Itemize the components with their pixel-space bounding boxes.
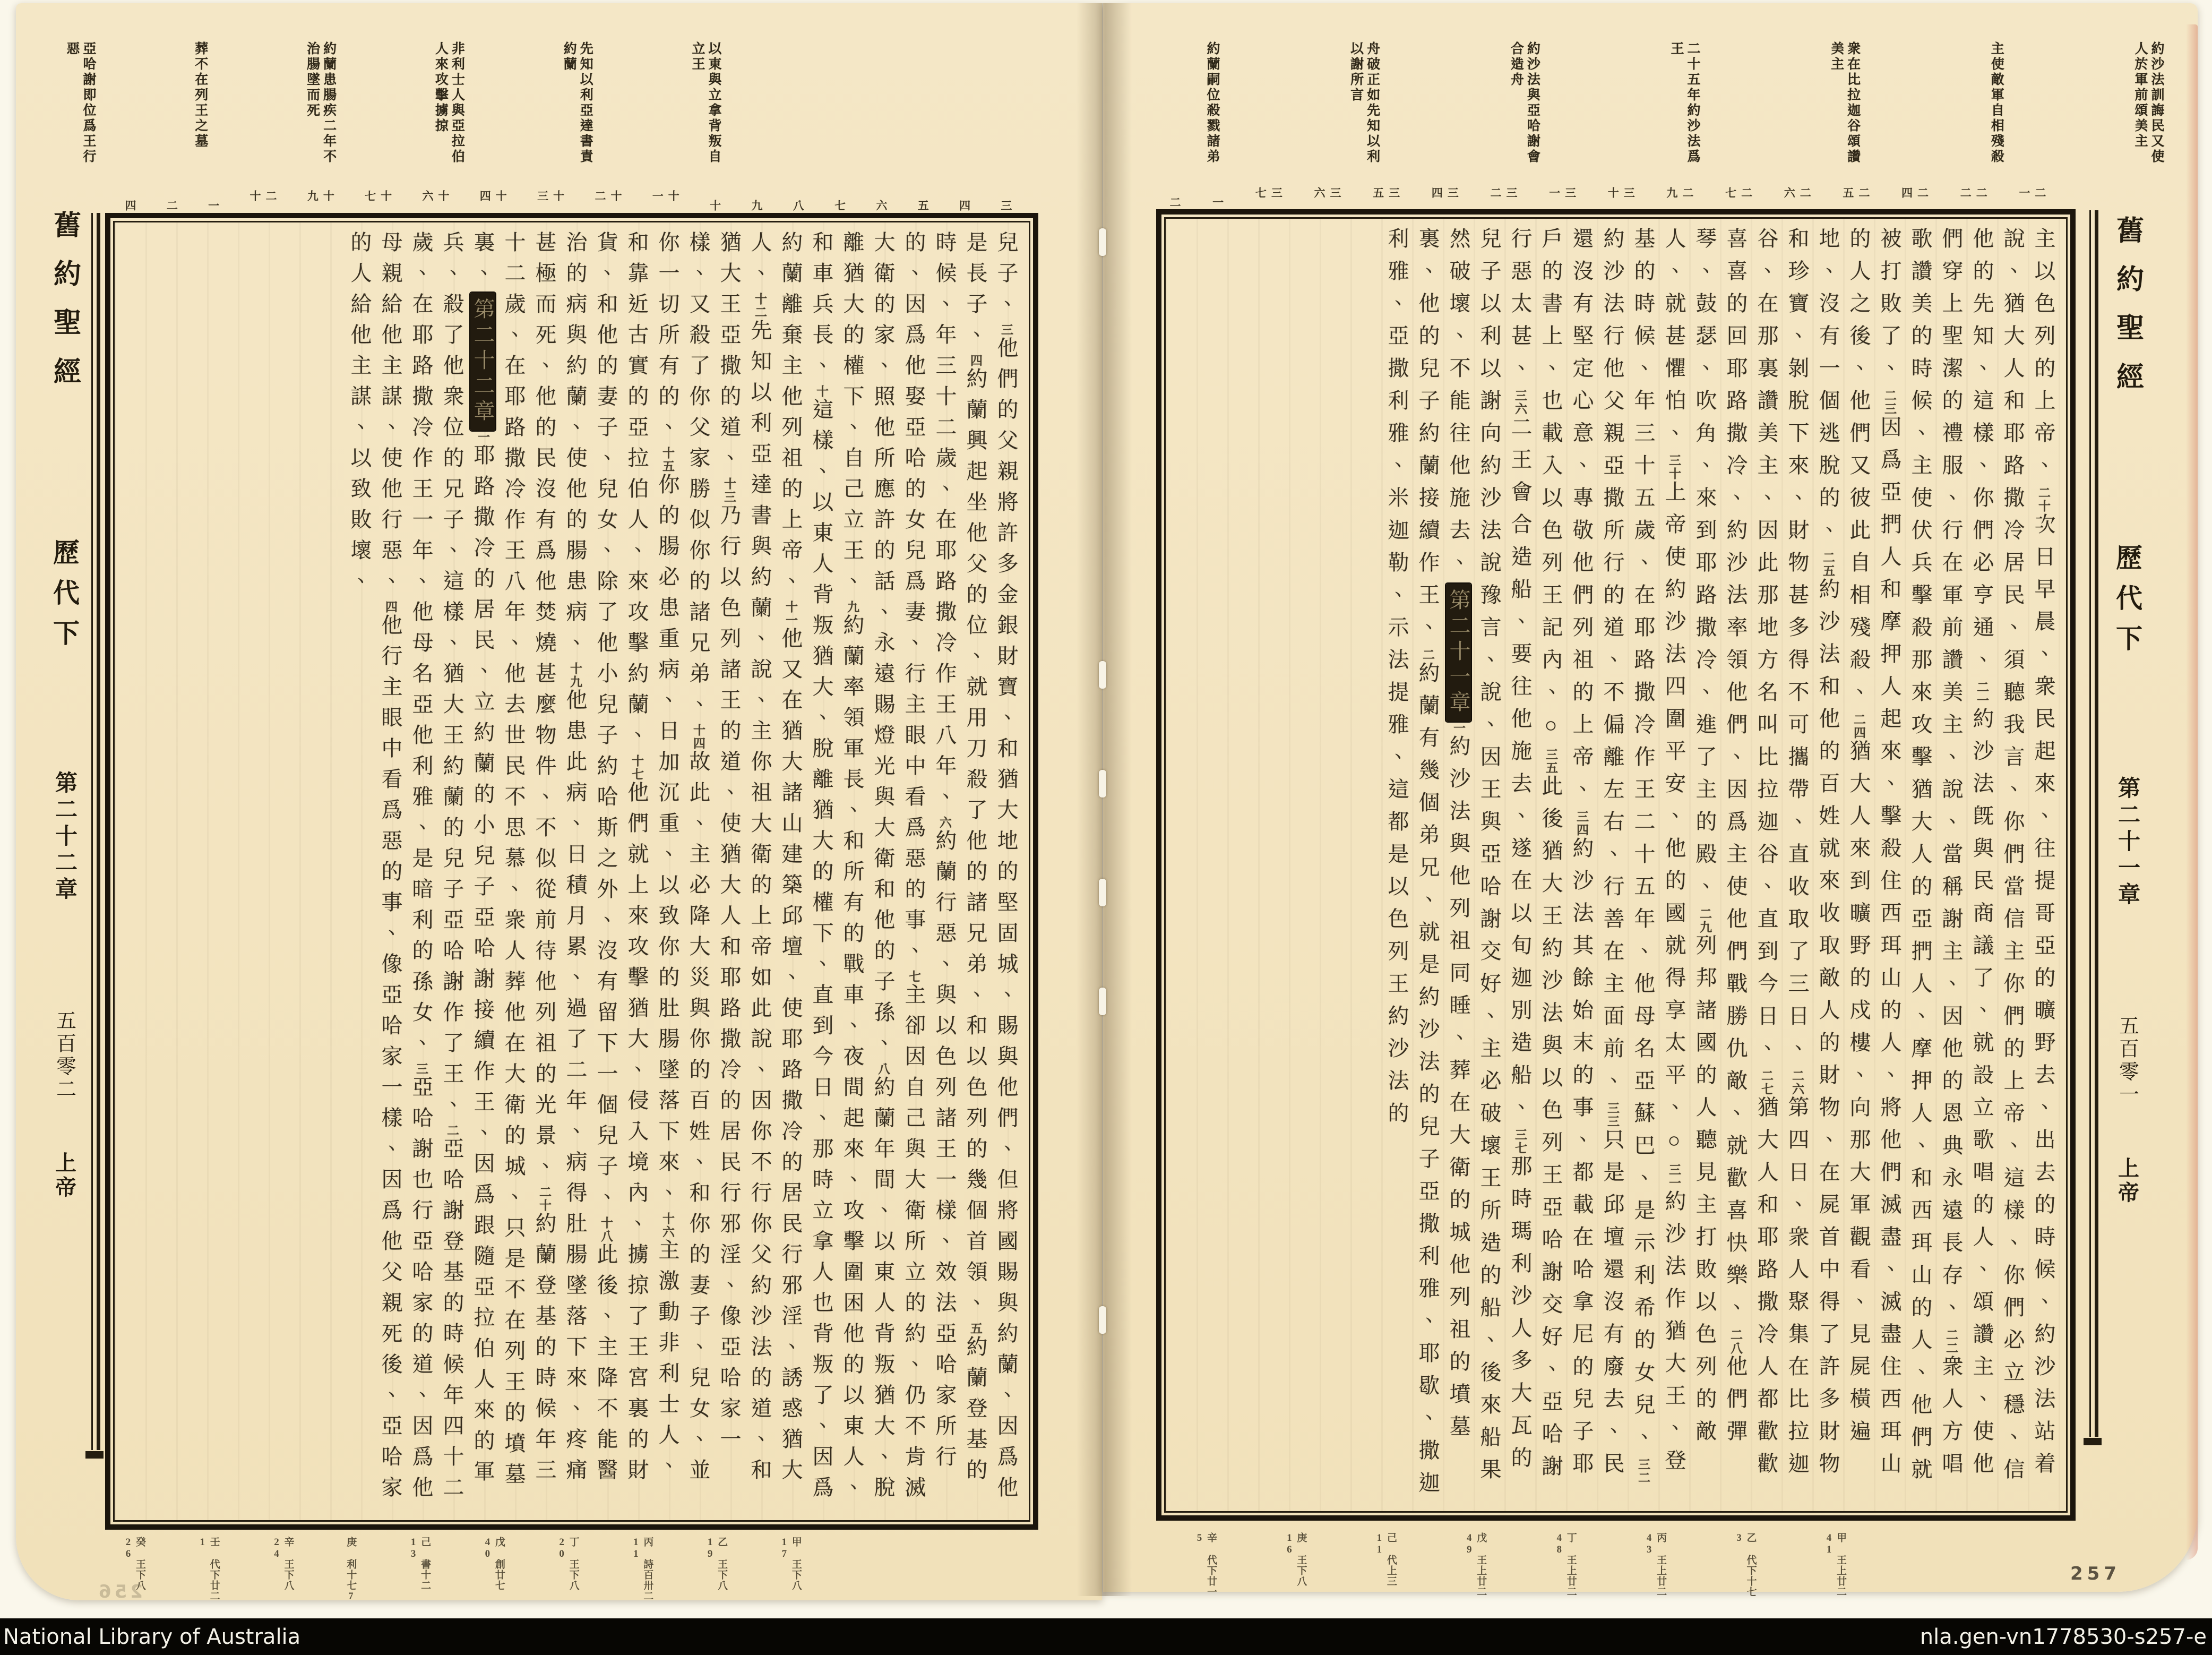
text-run: 主激動非利士人、和靠近古實的亞拉伯人、來攻擊約蘭、	[625, 231, 679, 1485]
text-run: 約蘭患腸疾二年不治腸墜而死	[305, 41, 336, 165]
verse-number: 二三	[1883, 389, 1896, 416]
verse-number: 二五	[1821, 551, 1835, 578]
stitch-mark	[1099, 770, 1106, 798]
text-run: 十三	[536, 190, 565, 202]
text-run: 甲 王上廿二41	[1823, 1532, 1846, 1597]
stitch-mark	[1099, 1306, 1106, 1334]
folio-number: 五百零二	[53, 1010, 75, 1101]
text-run: 猶大人和耶路撒冷人都歡歡喜喜的回耶路撒冷、約沙法率領他們、因爲主使他們戰勝仇敵、就歡喜快樂、	[1724, 227, 1778, 1485]
text-run: 衆人方唱歌讚美的時候、主使伏兵擊殺那來攻擊猶大人的亞捫人、摩押人、和西珥山的人、他們就被打敗了、	[1878, 227, 1963, 1490]
text-run: 十二	[593, 190, 622, 202]
text-run: 亞哈謝登基的時候年四十二歲、在耶路撒冷作王一年、他母名亞他利雅、是暗利的孫女、	[409, 231, 464, 1507]
stitch-mark	[1099, 661, 1106, 689]
text-run: 己 代上三11	[1373, 1532, 1397, 1587]
verse-number: 二	[1421, 648, 1434, 662]
library-name: National Library of Australia	[3, 1624, 301, 1649]
text-run: 主卻因自己與大衛所立的約、仍不肯滅大衛的家、照他所應許的話、永遠賜燈光與大衛和他的子孫、	[871, 231, 926, 1507]
verse-number: 十八	[599, 1216, 613, 1243]
text-run: 乙 王下八19	[704, 1537, 728, 1591]
text-run: 只是邱壇還沒有廢去、民還沒有堅定心意、專敬他們列祖的上帝、	[1570, 227, 1624, 1485]
text-run: 主以色列的上帝、	[2032, 227, 2055, 486]
text-run: 十一	[651, 190, 680, 202]
text-run: 你的腸必患重病、日加沉重、以致你的肚腸墜落下來、	[656, 473, 679, 1212]
text-run: 約蘭率領軍長、和所有的戰車、夜間起來、攻擊圍困他的以東人、和車兵長、	[810, 231, 864, 1507]
left-page	[16, 3, 1102, 1600]
verse-number: 四	[969, 354, 982, 367]
text-run: 他又在猶大諸山建築邱壇、使耶路撒冷的居民行邪淫、誘惑猶大人、	[748, 231, 803, 1489]
text-run: 十九	[306, 190, 335, 202]
text-run: 約沙法旣與民商議了、就設立歌唱的人、頌讚主、使他們穿上聖潔的禮服、行在軍前讚美主、說、當稱謝主、因他的恩典永遠長存、	[1939, 227, 1994, 1485]
text-run: 二王會合造船、要往他施去、遂在以旬迦別造船、	[1508, 416, 1532, 1128]
verse-number: 二一	[1975, 681, 1989, 707]
text-run: 第四日、衆人聚集在比拉迦谷、在那裏讚美主、因此那地方名叫比拉迦谷、直到今日、	[1754, 227, 1809, 1485]
right-page-top-summary-notes	[1204, 41, 2165, 174]
text-run: 戊 王上廿二49	[1464, 1532, 1487, 1597]
text-run: 二五	[1841, 187, 1870, 199]
text-run: 此後猶大王約沙法與以色列王亞哈謝交好、亞哈謝行惡太甚、	[1508, 227, 1563, 1487]
text-run: 二十五年約沙法爲王	[1668, 41, 1700, 165]
verse-number: 六	[938, 816, 951, 829]
text-run: 猶大人來到曠野的戍樓、向那大軍觀看、見屍橫遍地、沒有一個逃脫的、	[1816, 227, 1871, 1452]
text-run: 他患此病、日積月累、過了二年、病得肚腸墜落下來、疼痛甚極而死、他的民沒有爲他焚燒甚麼物件、不似從前待他列祖的光景、	[532, 231, 587, 1489]
scan-footer-bar	[0, 1618, 2212, 1655]
verse-number: 十四	[692, 724, 705, 750]
left-page-body-text	[122, 231, 1021, 1513]
text-run: 耶路撒冷的居民、立約蘭的小兒子亞哈謝接續作王、因爲跟隨亞拉伯人來的軍兵、殺了他衆位的兄子、這樣、猶大王約蘭的兒子亞哈謝作了王、	[440, 231, 495, 1491]
verse-number: 十九	[569, 662, 582, 689]
text-run: 他們彈琴、鼓瑟、吹角、來到耶路撒冷、進了主的殿、	[1693, 227, 1748, 1452]
verse-number: 三	[415, 1062, 428, 1076]
verse-number: 九	[846, 601, 859, 614]
text-run: 約蘭登基的時候、年三十二歲、在耶路撒冷作王八年、	[933, 231, 987, 1489]
text-run: 庚 利十七7	[345, 1537, 357, 1602]
text-run: 次日早晨、衆民起來、往提哥亞的曠野去、出去的時候、約沙法站着說、猶大人和耶路撒冷居民、須聽我言、你們當信主你們的上帝、這樣、你們必立穩、信他的先知、這樣、你們必亨通、	[1970, 227, 2055, 1490]
text-run: 二七	[1724, 187, 1753, 199]
text-run: 二九	[1665, 187, 1694, 199]
text-run: 主使敵軍自相殘殺	[1989, 41, 2004, 165]
text-run: 三七	[1254, 187, 1283, 199]
text-run: 辛 代下廿一5	[1194, 1532, 1217, 1597]
verse-number: 一	[1452, 722, 1465, 735]
book-name: 歷代下	[49, 538, 79, 659]
verse-number: 二八	[1729, 1328, 1742, 1355]
verse-number: 三六	[1513, 389, 1527, 416]
text-run: 辛 王下八24	[271, 1537, 294, 1591]
text-run: 先知以利亞達書與約蘭、說、主你祖大衛的上帝如此說、因你不行你父約沙法的道、和猶大王亞撒的道、	[717, 231, 772, 1489]
left-page-margin-column	[44, 210, 85, 1200]
folio-number: 五百零一	[2115, 1015, 2138, 1107]
verse-number: 三一	[1667, 1163, 1681, 1190]
left-page-crossref-band	[122, 1537, 802, 1606]
margin-rule	[2089, 210, 2098, 1437]
left-page-top-summary-notes	[64, 41, 722, 174]
text-run: 二六	[1783, 187, 1812, 199]
verse-number: 二二	[1944, 1328, 1958, 1355]
text-run: 舟破正如先知以利以謝所言	[1348, 41, 1380, 165]
text-run: 癸 王下八26	[123, 1537, 145, 1591]
verse-number: 十五	[661, 447, 674, 473]
text-run: 二四	[1900, 187, 1929, 199]
text-run: 他行主眼中看爲惡的事、像亞哈家一樣、因爲他父親死後、亞哈家的人給他主謀、以致敗壞、	[348, 231, 402, 1507]
verse-number: 三十	[1667, 454, 1681, 481]
text-run: 四	[958, 200, 971, 211]
text-run: 那時瑪利沙人多大瓦的兒子以利以謝向約沙法說豫言、說、因王與亞哈謝交好、主必破壞王所造的船、後來船果然破壞、不能往他施去、	[1447, 227, 1532, 1490]
verse-number: 三二	[1637, 1458, 1650, 1485]
text-run: 一	[206, 200, 220, 211]
image-identifier: nla.gen-vn1778530-s257-e	[1920, 1624, 2207, 1649]
chapter-label: 第二十一章	[2115, 776, 2139, 909]
text-run: 約沙法行他父親亞撒所行的道、不偏離左右、行善在主面前、	[1600, 227, 1624, 1102]
stitch-mark	[1099, 228, 1106, 256]
right-page-body-text	[1173, 227, 2059, 1504]
right-page-text-box-inner	[1164, 217, 2068, 1513]
text-run: 衆在比拉迦谷頌讚美主	[1829, 41, 1860, 165]
text-run: 己 書十二13	[408, 1537, 431, 1591]
text-run: 故此、主必降大災與你的百姓、和你的妻子、兒女、並你一切所有的、	[656, 231, 710, 1489]
text-run: 庚 王下八16	[1284, 1532, 1307, 1587]
verse-number: 二	[445, 1124, 459, 1137]
left-page-text-box	[105, 213, 1038, 1530]
text-run: 約沙法與亞哈謝會合造舟	[1509, 41, 1540, 165]
text-run: 亞哈謝即位爲王行惡	[65, 41, 96, 165]
verse-number: 三五	[1544, 748, 1557, 775]
verse-number: 五	[969, 1322, 982, 1335]
text-run: 六	[874, 200, 888, 211]
right-page-text-box	[1156, 209, 2076, 1521]
verse-number: 七	[907, 970, 920, 983]
verse-number: 四	[384, 601, 397, 614]
edition-mark: 上帝	[52, 1152, 76, 1200]
text-run: 三六	[1312, 187, 1341, 199]
verse-number: 二九	[1698, 907, 1711, 934]
text-run: 以東與立拿背叛自立王	[690, 41, 721, 165]
verse-number: 十	[815, 385, 828, 398]
verse-number: 二十	[538, 1186, 551, 1212]
text-run: 三十	[1606, 187, 1636, 199]
verse-number: 十一	[784, 601, 797, 627]
text-run: 丙 王上廿二43	[1643, 1532, 1667, 1597]
verse-number: 二六	[1791, 1069, 1804, 1096]
text-run: 葬不在列王之墓	[193, 41, 208, 149]
left-page-verse-ticks	[122, 190, 1014, 211]
text-run: 四	[124, 200, 136, 211]
verse-number: 三	[1000, 323, 1013, 337]
text-run: 約蘭行惡、與以色列諸王一樣、效法亞哈家所行的、因爲他娶亞哈的女兒爲妻、行主眼中看爲惡的事、	[902, 231, 957, 1476]
margin-rule	[91, 213, 100, 1450]
text-run: 因爲亞捫人和摩押人起來、擊殺住西珥山的人、將他們滅盡、滅盡住西珥山的人之後、他們又彼此自相殘殺、	[1847, 227, 1901, 1485]
text-run: 二	[1168, 196, 1181, 208]
text-run: 約蘭年間、以東人背叛猶大、脫離猶大的權下、自己立王、	[840, 231, 895, 1507]
verse-number: 二四	[1852, 713, 1865, 740]
text-run: 約沙法訓誨民又使人於軍前頌美主	[2132, 41, 2164, 165]
text-run: 兒子、	[994, 231, 1018, 323]
verse-number: 三七	[1513, 1128, 1527, 1155]
text-run: 約沙法和他的百姓就來收取敵人的財物、在屍首中得了許多財物和珍寶、剝脫下來、財物甚多得不可攜帶、直收取了三日、	[1785, 227, 1840, 1485]
text-run: 戊 創廿七40	[481, 1537, 505, 1591]
text-run: 九	[750, 200, 763, 211]
verse-number: 一	[476, 431, 489, 444]
text-run: 約蘭有幾個弟兄、就是約沙法的兒子亞撒利雅、耶歇、撒迦利雅、亞撒利雅、米迦勒、示法提雅、這都是以色列王約沙法的	[1385, 227, 1440, 1504]
verse-number: 三四	[1575, 810, 1588, 837]
text-run: 甲 王下八17	[778, 1537, 802, 1591]
text-run: 五	[916, 200, 929, 211]
text-run: 乙 代下十七3	[1733, 1532, 1757, 1597]
text-run: 三四	[1430, 187, 1459, 199]
text-run: 二二	[1959, 187, 1988, 199]
right-page-crossref-band	[1193, 1532, 1846, 1601]
right-page-verse-ticks	[1167, 187, 2048, 208]
right-page	[1103, 3, 2198, 1597]
chapter-heading-block: 第二十二章	[470, 293, 495, 431]
verse-number: 十六	[661, 1212, 674, 1239]
stitch-mark	[1099, 879, 1106, 906]
text-run: 三一	[1547, 187, 1577, 199]
text-run: 約蘭嗣位殺戮諸弟	[1205, 41, 1219, 165]
stitch-mark	[1099, 988, 1106, 1015]
verse-number: 十七	[630, 754, 643, 781]
text-run: 二十	[248, 190, 277, 202]
right-page-margin-column	[2106, 216, 2148, 1206]
text-run: 二一	[2017, 187, 2046, 199]
text-run: 三	[999, 200, 1012, 211]
edition-mark: 上帝	[2115, 1157, 2139, 1206]
text-run: 這樣、以東人背叛猶大、脫離猶大的權下、直到今日、那時立拿人也背叛了、因爲約蘭離棄主他列祖的上帝、	[779, 231, 833, 1507]
book-name: 歷代下	[2112, 544, 2142, 665]
text-run: 約蘭登基的時候年三十二歲、在耶路撒冷作王八年、他去世民不思慕、衆人葬他在大衛的城、只是不在列王的墳墓裏、	[471, 231, 556, 1494]
text-run: 丙 詩百卅二11	[630, 1537, 653, 1601]
text-run: 約沙法其餘始末的事、都載在哈拿尼的兒子耶戶的書上、也載入以色列王記內、○	[1539, 227, 1594, 1485]
showthrough-page-number: 256	[96, 1581, 143, 1602]
printed-page-number: 257	[2070, 1563, 2121, 1584]
verse-number: 八	[876, 1062, 890, 1076]
text-run: 十七	[363, 190, 392, 202]
text-run: 約蘭興起坐他父的位、就用刀殺了他的諸兄弟、和以色列的幾個首領、	[963, 367, 987, 1322]
text-run: 七	[833, 200, 846, 211]
text-run: 列邦諸國的人聽見主打敗以色列的敵人、就甚懼怕、	[1662, 227, 1717, 1452]
text-run: 丁 王上廿二48	[1553, 1532, 1577, 1597]
text-run: 一	[1211, 196, 1224, 208]
text-run: 約沙法與他列祖同睡、葬在大衛的城他列祖的墳墓裏、他的兒子約蘭接續作王、	[1416, 227, 1470, 1447]
text-run: 十	[708, 200, 721, 211]
verse-number: 二十	[2037, 486, 2050, 513]
text-run: 乃行以色列諸王的道、使猶大人和耶路撒冷的居民行邪淫、像亞哈家一樣、又殺了你父家勝似你的諸兄弟、	[686, 231, 741, 1459]
text-run: 上帝使約沙法四圍平安、他的國就得享太平、○	[1662, 481, 1686, 1163]
chapter-label: 第二十二章	[52, 771, 76, 904]
text-run: 丁 王下八20	[556, 1537, 579, 1591]
left-page-text-box-inner	[113, 221, 1030, 1522]
text-run: 八	[791, 200, 805, 211]
text-run: 三五	[1371, 187, 1400, 199]
verse-number: 十二	[753, 293, 767, 319]
text-run: 先知以利亞達書責約蘭	[562, 41, 593, 165]
bible-title: 舊約聖經	[2112, 216, 2142, 411]
text-run: 十四	[478, 190, 507, 202]
text-run: 此後、主降不能醫治的病與約蘭、使他的腸患病、	[563, 231, 618, 1489]
text-run: 亞哈謝也行亞哈家的道、因爲他母親給他主謀、使他行惡、	[378, 231, 433, 1507]
verse-number: 二七	[1760, 1069, 1773, 1096]
chapter-heading-block: 第二十一章	[1446, 584, 1471, 722]
text-run: 他們就上來攻擊猶大、侵入境內、擄掠了王宮裏的財貨、和他的妻子、兒女、除了他小兒子約哈斯之外、沒有留下一個兒子、	[594, 231, 649, 1489]
verse-number: 十三	[722, 477, 736, 504]
text-run: 壬 代下廿二1	[196, 1537, 220, 1601]
text-run: 二	[165, 200, 178, 211]
text-run: 十六	[420, 190, 450, 202]
text-run: 非利士人與亞拉伯人來攻擊擄掠	[433, 41, 464, 165]
bible-title: 舊約聖經	[49, 210, 80, 406]
text-run: 約沙法作猶大王、登基的時候、年三十五歲、在耶路撒冷作王二十五年、他母名亞蘇巴、是示利希的女兒、	[1631, 227, 1686, 1481]
text-run: 他們的父親將許多金銀財寶、和猶大地的堅固城、賜與他們、但將國賜與約蘭、因爲他是長子、	[963, 231, 1018, 1507]
text-run: 三二	[1488, 187, 1518, 199]
verse-number: 三三	[1606, 1102, 1619, 1128]
